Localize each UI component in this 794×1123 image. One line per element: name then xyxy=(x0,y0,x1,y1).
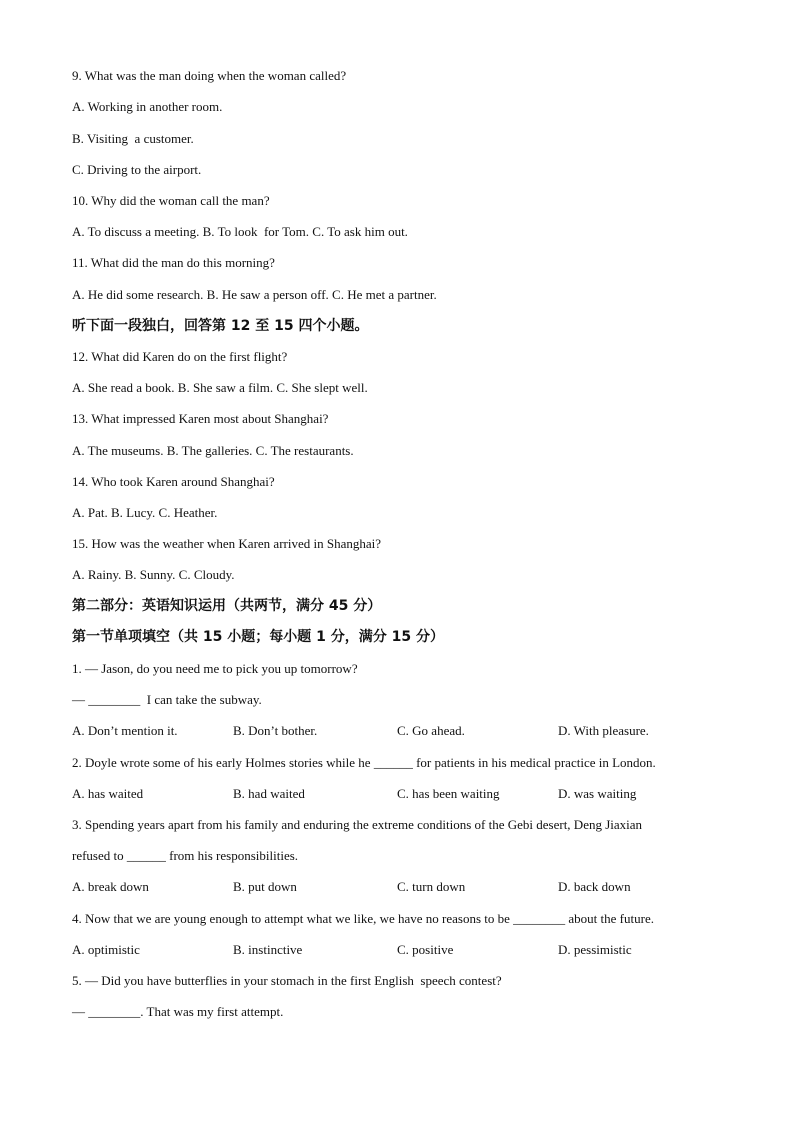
question-11-options: A. He did some research. B. He saw a person off. C. He met a partner. xyxy=(72,287,437,302)
mc-question-2: 2. Doyle wrote some of his early Holmes stories while he ______ for patients in his medical practice in London. xyxy=(72,755,656,770)
mc-question-1-option-b: B. Don’t bother. xyxy=(233,723,318,738)
mc-question-4-option-b: B. instinctive xyxy=(233,942,303,957)
mc-question-3: 3. Spending years apart from his family and enduring the extreme conditions of the Gebi desert, Deng Jiaxian xyxy=(72,817,643,832)
mc-question-4-option-d: D. pessimistic xyxy=(558,942,632,957)
question-10: 10. Why did the woman call the man? xyxy=(72,193,270,208)
mc-question-4-option-a: A. optimistic xyxy=(72,942,140,957)
mc-question-3-option-d: D. back down xyxy=(558,879,631,894)
mc-question-2-option-d: D. was waiting xyxy=(558,786,637,801)
mc-question-2-option-c: C. has been waiting xyxy=(397,786,500,801)
question-15: 15. How was the weather when Karen arrived in Shanghai? xyxy=(72,536,382,551)
mc-question-1-reply: — ________ I can take the subway. xyxy=(72,692,262,707)
mc-question-2-option-a: A. has waited xyxy=(72,786,144,801)
question-13-options: A. The museums. B. The galleries. C. The restaurants. xyxy=(72,443,354,458)
mc-question-2-option-b: B. had waited xyxy=(233,786,305,801)
question-9-option-b: B. Visiting a customer. xyxy=(72,131,194,146)
question-11: 11. What did the man do this morning? xyxy=(72,255,275,270)
question-13: 13. What impressed Karen most about Shanghai? xyxy=(72,411,329,426)
mc-question-3-option-b: B. put down xyxy=(233,879,297,894)
question-9-option-a: A. Working in another room. xyxy=(72,99,223,114)
mc-question-4-option-c: C. positive xyxy=(397,942,454,957)
mc-question-1-option-a: A. Don’t mention it. xyxy=(72,723,178,738)
section-heading-monologue: 听下面一段独白，回答第 12 至 15 四个小题。 xyxy=(72,318,369,334)
part-two-section-one-heading: 第一节单项填空（共 15 小题；每小题 1 分，满分 15 分） xyxy=(72,629,444,645)
question-14: 14. Who took Karen around Shanghai? xyxy=(72,474,275,489)
mc-question-3-continued: refused to ______ from his responsibilities. xyxy=(72,848,299,863)
mc-question-5-reply: — ________. That was my first attempt. xyxy=(72,1004,284,1019)
question-9: 9. What was the man doing when the woman called? xyxy=(72,68,347,83)
mc-question-4: 4. Now that we are young enough to attempt what we like, we have no reasons to be ________ about the future. xyxy=(72,911,654,926)
mc-question-1-option-c: C. Go ahead. xyxy=(397,723,465,738)
mc-question-1: 1. — Jason, do you need me to pick you up tomorrow? xyxy=(72,661,358,676)
question-12: 12. What did Karen do on the first flight? xyxy=(72,349,288,364)
mc-question-3-option-a: A. break down xyxy=(72,879,149,894)
question-15-options: A. Rainy. B. Sunny. C. Cloudy. xyxy=(72,567,235,582)
part-two-heading: 第二部分：英语知识运用（共两节，满分 45 分） xyxy=(72,598,382,614)
mc-question-5: 5. — Did you have butterflies in your stomach in the first English speech contest? xyxy=(72,973,502,988)
question-10-options: A. To discuss a meeting. B. To look for Tom. C. To ask him out. xyxy=(72,224,408,239)
question-9-option-c: C. Driving to the airport. xyxy=(72,162,202,177)
mc-question-3-option-c: C. turn down xyxy=(397,879,466,894)
mc-question-1-option-d: D. With pleasure. xyxy=(558,723,649,738)
question-12-options: A. She read a book. B. She saw a film. C. She slept well. xyxy=(72,380,368,395)
question-14-options: A. Pat. B. Lucy. C. Heather. xyxy=(72,505,218,520)
